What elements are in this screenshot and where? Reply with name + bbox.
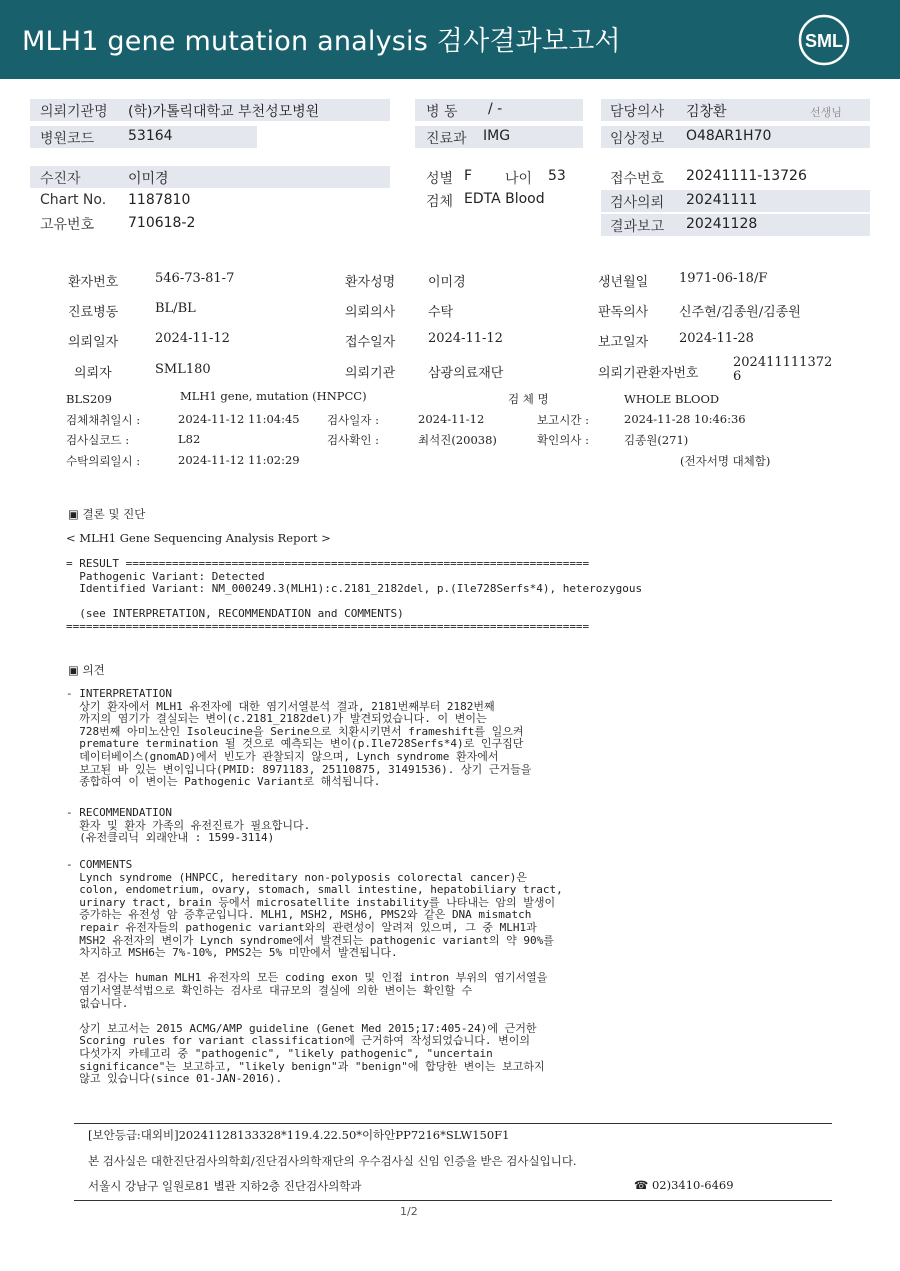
doctor-value: 김창환 <box>686 104 727 120</box>
rcv-date-label: 접수일자 <box>345 335 396 350</box>
footer-divider-top <box>74 1123 832 1124</box>
phone-line: ☎ 02)3410-6469 <box>634 1178 734 1192</box>
page-number: 1/2 <box>400 1205 418 1218</box>
lab-code-value: L82 <box>178 432 201 446</box>
specimen-value: EDTA Blood <box>464 191 545 207</box>
test-specimen-label: 검 체 명 <box>508 392 549 406</box>
institution-value: (학)가톨릭대학교 부천성모병원 <box>128 104 320 120</box>
result-report-value: 20241128 <box>686 216 758 232</box>
clinical-value: O48AR1H70 <box>686 128 772 144</box>
esign-note: (전자서명 대체함) <box>680 454 771 468</box>
opinion-title: ▣ 의견 <box>68 663 105 677</box>
detail-ward-value: BL/BL <box>155 301 196 316</box>
accept-value: 2024-11-12 11:02:29 <box>178 453 300 467</box>
hospital-code-label: 병원코드 <box>40 131 95 147</box>
confirm-label: 검사확인 : <box>327 433 379 447</box>
collect-value: 2024-11-12 11:04:45 <box>178 412 300 426</box>
req-inst-value: 삼광의료재단 <box>428 366 504 381</box>
uid-label: 고유번호 <box>40 217 95 233</box>
test-specimen-value: WHOLE BLOOD <box>624 392 720 406</box>
req-inst-label: 의뢰기관 <box>345 366 396 381</box>
institution-label: 의뢰기관명 <box>40 104 108 120</box>
footer-divider-bottom <box>74 1200 832 1201</box>
ward-label: 병 동 <box>426 104 458 120</box>
certification-line: 본 검사실은 대한진단검사의학회/진단검사의학재단의 우수검사실 신임 인증을 받은 검사실입니다. <box>88 1154 577 1168</box>
security-line: [보안등급:대외비]20241128133328*119.4.22.50*이하안PP7216*SLW150F1 <box>88 1128 510 1142</box>
receipt-label: 접수번호 <box>610 171 665 187</box>
rpt-date-label: 보고일자 <box>598 335 649 350</box>
uid-value: 710618-2 <box>128 215 196 231</box>
recommendation-block: - RECOMMENDATION 환자 및 환자 가족의 유전진료가 필요합니다. (유전클리닉 외래안내 : 1599-3114) <box>66 806 311 845</box>
inst-pt-value-2: 6 <box>733 369 742 384</box>
inst-pt-label: 의뢰기관환자번호 <box>598 366 699 381</box>
sml-logo-text: SML <box>805 31 843 51</box>
sml-logo-icon <box>796 12 852 68</box>
inst-pt-value-1: 202411111372 <box>733 355 833 370</box>
report-subtitle: < MLH1 Gene Sequencing Analysis Report > <box>66 531 331 545</box>
collect-label: 검체채취일시 : <box>66 413 141 427</box>
receipt-value: 20241111-13726 <box>686 168 807 184</box>
report-time-label: 보고시간 : <box>537 413 589 427</box>
reader-label: 판독의사 <box>598 305 649 320</box>
rpt-date-value: 2024-11-28 <box>679 331 754 346</box>
reader-value: 신주현/김종원/김종원 <box>679 305 801 320</box>
doctor-suffix: 선생님 <box>810 106 842 119</box>
test-name: MLH1 gene, mutation (HNPCC) <box>180 389 367 403</box>
sex-value: F <box>464 168 473 184</box>
chart-no-value: 1187810 <box>128 192 191 208</box>
lab-code-label: 검사실코드 : <box>66 433 130 447</box>
age-label: 나이 <box>505 171 533 187</box>
test-code: BLS209 <box>66 392 112 406</box>
ward-value: / - <box>488 101 503 117</box>
result-report-label: 결과보고 <box>610 219 665 235</box>
test-date-label: 검사일자 : <box>327 413 379 427</box>
result-block: = RESULT ====================================================================== Pathogenic Variant: Detected Identified Variant: NM_000249.3(MLH1):c.2181_2182del, p.(Ile728Serfs*4), heterozygous (see INTERPRETATION, RECOMMENDATION and COMMENTS) =============================================================================== <box>66 557 643 633</box>
test-date-value: 2024-11-12 <box>418 412 485 426</box>
req-date-label: 의뢰일자 <box>68 335 119 350</box>
interpretation-block: - INTERPRETATION 상기 환자에서 MLH1 유전자에 대한 염기서열분석 결과, 2181번째부터 2182번째 까지의 염기가 결실되는 변이(c.2181_2182del)가 발견되었습니다. 이 변이는 728번째 아미노산인 Isoleucine을 Serine으로 치환시키면서 frameshift를 일으켜 premature termination 될 것으로 예측되는 변이(p.Ile728Serfs*4)로 인구집단 데이터베이스(gnomAD)에서 빈도가 관찰되지 않으며, Lynch syndrome 환자에서 보고된 바 있는 변이입니다(PMID: 8971183, 25110875, 31491536). 상기 근거들을 종합하여 이 변이는 Pathogenic Variant로 해석됩니다. <box>66 687 532 789</box>
patient-label: 수진자 <box>40 171 81 187</box>
address-line: 서울시 강남구 일원로81 별관 지하2층 진단검사의학과 <box>88 1179 362 1193</box>
specimen-label: 검체 <box>426 194 454 210</box>
dob-value: 1971-06-18/F <box>679 271 768 286</box>
confirm-doc-label: 확인의사 : <box>537 433 589 447</box>
pt-no-value: 546-73-81-7 <box>155 271 235 286</box>
conclusion-title: ▣ 결론 및 진단 <box>68 507 146 521</box>
report-title: MLH1 gene mutation analysis 검사결과보고서 <box>22 26 621 57</box>
pt-name-value: 이미경 <box>428 275 466 290</box>
sex-label: 성별 <box>426 171 454 187</box>
accept-label: 수탁의뢰일시 : <box>66 454 141 468</box>
patient-box <box>30 166 390 188</box>
rcv-date-value: 2024-11-12 <box>428 331 503 346</box>
report-header <box>0 0 900 79</box>
confirm-value: 최석진(20038) <box>418 433 497 447</box>
dob-label: 생년월일 <box>598 275 649 290</box>
patient-value: 이미경 <box>128 171 169 187</box>
request-value: 20241111 <box>686 192 758 208</box>
confirm-doc-value: 김종원(271) <box>624 433 689 447</box>
detail-ward-label: 진료병동 <box>68 305 119 320</box>
age-value: 53 <box>548 168 566 184</box>
dept-value: IMG <box>483 128 511 144</box>
dept-label: 진료과 <box>426 131 467 147</box>
pt-name-label: 환자성명 <box>345 275 396 290</box>
requester-value: SML180 <box>155 362 211 377</box>
comments-block: - COMMENTS Lynch syndrome (HNPCC, hereditary non-polyposis colorectal cancer)은 colon, endometrium, ovary, stomach, small intestine, hepatobiliary tract, urinary tract, brain 등에서 microsatellite instability를 나타내는 암의 발생이 증가하는 유전성 암 증후군입니다. MLH1, MSH2, MSH6, PMS2와 같은 DNA mismatch repair 유전자들의 pathogenic variant와의 관련성이 알려져 있으며, 그 중 MLH1과 MSH2 유전자의 변이가 Lynch syndrome에서 발견되는 pathogenic variant의 약 90%를 차지하고 MSH6는 7%-10%, PMS2는 5% 미만에서 발견됩니다. 본 검사는 human MLH1 유전자의 모든 coding exon 및 인접 intron 부위의 염기서열을 염기서열분석법으로 확인하는 검사로 대규모의 결실에 의한 변이는 확인할 수 없습니다. 상기 보고서는 2015 ACMG/AMP guideline (Genet Med 2015;17:405-24)에 근거한 Scoring rules for variant classification에 근거하여 작성되었습니다. 변이의 다섯가지 카테고리 중 "pathogenic", "likely pathogenic", "uncertain significance"는 보고하고, "likely benign"과 "benign"에 합당한 변이는 보고하지 않고 있습니다(since 01-JAN-2016). <box>66 858 563 1086</box>
req-doc-label: 의뢰의사 <box>345 305 396 320</box>
req-date-value: 2024-11-12 <box>155 331 230 346</box>
req-doc-value: 수탁 <box>428 305 454 320</box>
chart-no-label: Chart No. <box>40 192 107 208</box>
doctor-label: 담당의사 <box>610 104 665 120</box>
request-label: 검사의뢰 <box>610 195 665 211</box>
hospital-code-value: 53164 <box>128 128 173 144</box>
clinical-label: 임상정보 <box>610 131 665 147</box>
pt-no-label: 환자번호 <box>68 275 119 290</box>
requester-label: 의뢰자 <box>74 366 112 381</box>
report-time-value: 2024-11-28 10:46:36 <box>624 412 746 426</box>
